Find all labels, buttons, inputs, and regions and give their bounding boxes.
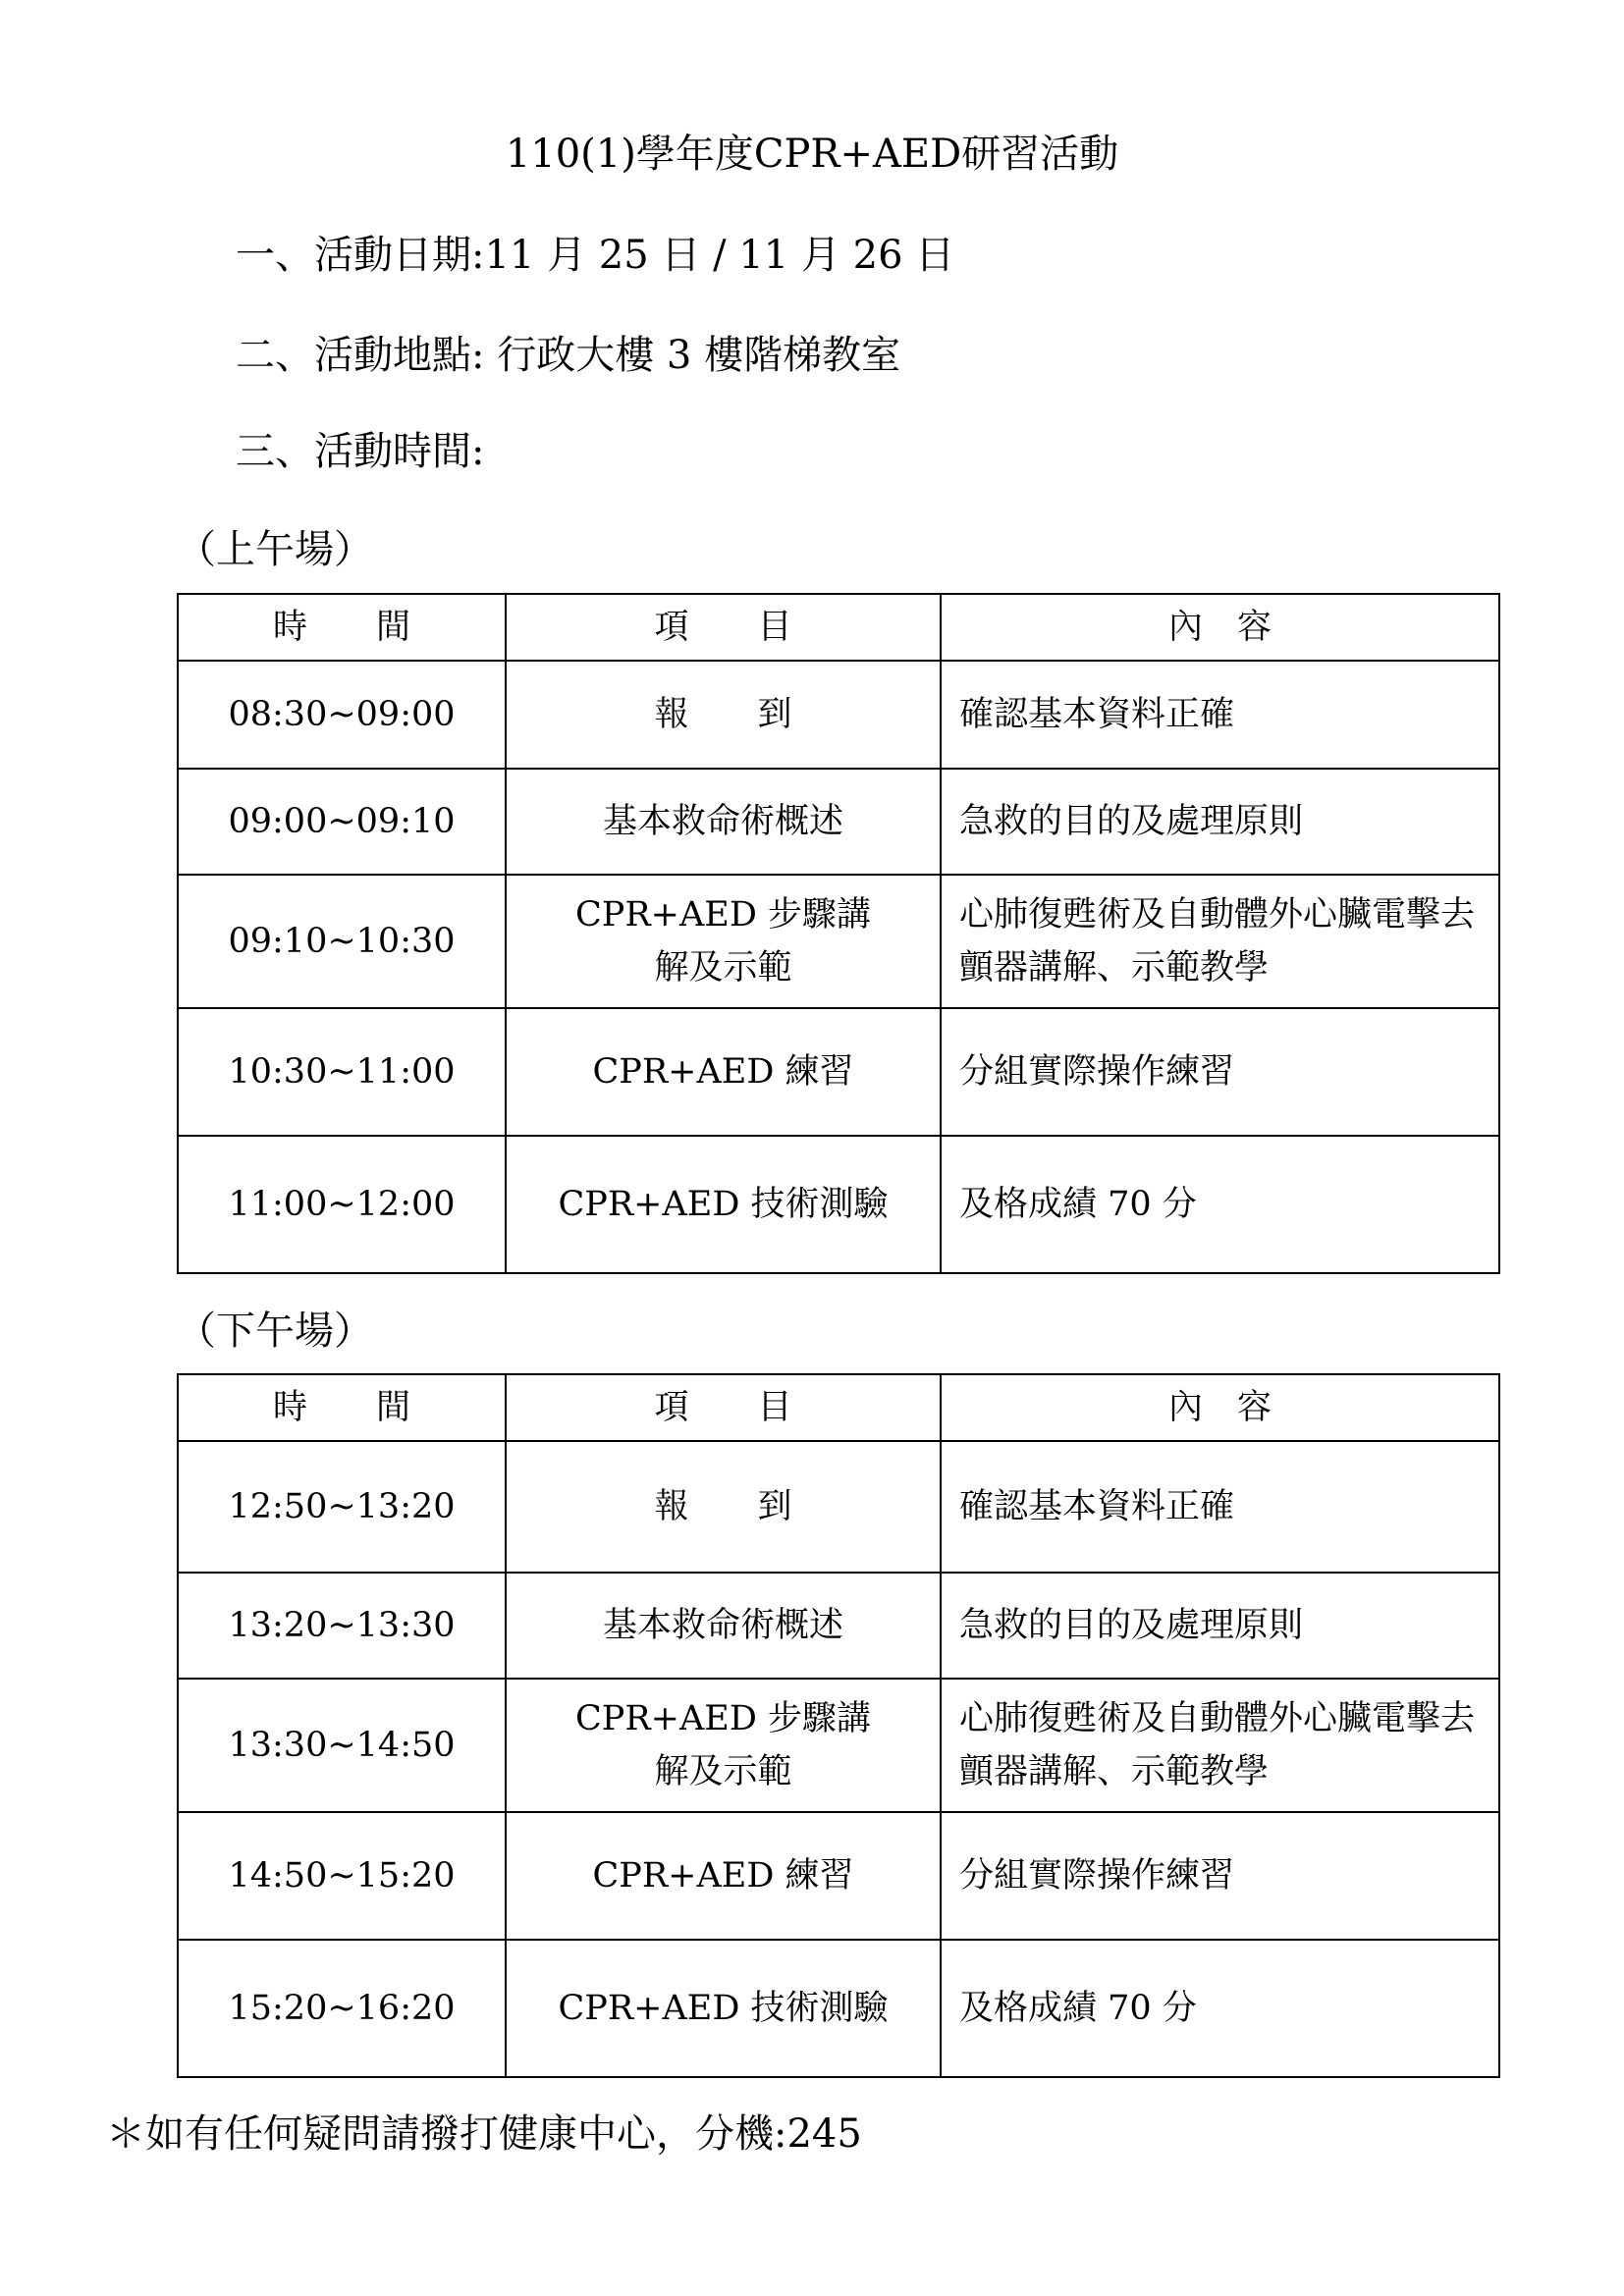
cell-time: 10:30~11:00: [178, 1008, 506, 1136]
cell-content: 心肺復甦術及自動體外心臟電擊去顫器講解、示範教學: [941, 875, 1499, 1008]
table-row: [178, 1679, 1499, 1812]
table-row: [178, 1441, 1499, 1573]
cell-project: CPR+AED 步驟講解及示範: [506, 875, 941, 1008]
table-row: [178, 661, 1499, 769]
cell-content: 分組實際操作練習: [941, 1812, 1499, 1940]
table-row: [178, 1940, 1499, 2077]
header-project: 項 目: [506, 1374, 941, 1441]
cell-project: 基本救命術概述: [506, 769, 941, 875]
table-header-row: [178, 1374, 1499, 1441]
cell-content: 及格成績 70 分: [941, 1940, 1499, 2077]
cell-time: 09:00~09:10: [178, 769, 506, 875]
cell-time: 12:50~13:20: [178, 1441, 506, 1573]
header-time: 時 間: [178, 594, 506, 661]
cell-time: 11:00~12:00: [178, 1136, 506, 1273]
cell-project: CPR+AED 練習: [506, 1008, 941, 1136]
morning-session-label: （上午場）: [177, 527, 373, 572]
table-row: [178, 769, 1499, 875]
cell-project: CPR+AED 步驟講解及示範: [506, 1679, 941, 1812]
contact-footnote: ＊如有任何疑問請撥打健康中心，分機:245: [106, 2111, 862, 2157]
cell-time: 08:30~09:00: [178, 661, 506, 769]
cell-content: 確認基本資料正確: [941, 1441, 1499, 1573]
cell-time: 15:20~16:20: [178, 1940, 506, 2077]
cell-project: 基本救命術概述: [506, 1573, 941, 1679]
cell-project: CPR+AED 技術測驗: [506, 1940, 941, 2077]
table-row: [178, 1136, 1499, 1273]
morning-schedule-table: [177, 593, 1500, 1274]
cell-project: CPR+AED 練習: [506, 1812, 941, 1940]
header-time: 時 間: [178, 1374, 506, 1441]
document-title: 110(1)學年度CPR+AED研習活動: [505, 132, 1119, 177]
header-project: 項 目: [506, 594, 941, 661]
afternoon-schedule-table: [177, 1373, 1500, 2078]
table-row: [178, 875, 1499, 1008]
cell-content: 及格成績 70 分: [941, 1136, 1499, 1273]
activity-time-heading: 三、活動時間:: [236, 429, 485, 474]
cell-time: 14:50~15:20: [178, 1812, 506, 1940]
header-content: 內 容: [941, 594, 1499, 661]
activity-location: 二、活動地點: 行政大樓 3 樓階梯教室: [236, 333, 901, 378]
cell-project: 報 到: [506, 661, 941, 769]
table-row: [178, 1573, 1499, 1679]
activity-date: 一、活動日期:11 月 25 日 / 11 月 26 日: [236, 233, 955, 278]
cell-content: 急救的目的及處理原則: [941, 769, 1499, 875]
cell-project: CPR+AED 技術測驗: [506, 1136, 941, 1273]
header-content: 內 容: [941, 1374, 1499, 1441]
table-row: [178, 1812, 1499, 1940]
cell-content: 急救的目的及處理原則: [941, 1573, 1499, 1679]
cell-time: 13:20~13:30: [178, 1573, 506, 1679]
cell-time: 13:30~14:50: [178, 1679, 506, 1812]
afternoon-session-label: （下午場）: [177, 1308, 373, 1354]
cell-content: 心肺復甦術及自動體外心臟電擊去顫器講解、示範教學: [941, 1679, 1499, 1812]
table-row: [178, 1008, 1499, 1136]
cell-content: 分組實際操作練習: [941, 1008, 1499, 1136]
table-header-row: [178, 594, 1499, 661]
cell-content: 確認基本資料正確: [941, 661, 1499, 769]
cell-project: 報 到: [506, 1441, 941, 1573]
cell-time: 09:10~10:30: [178, 875, 506, 1008]
